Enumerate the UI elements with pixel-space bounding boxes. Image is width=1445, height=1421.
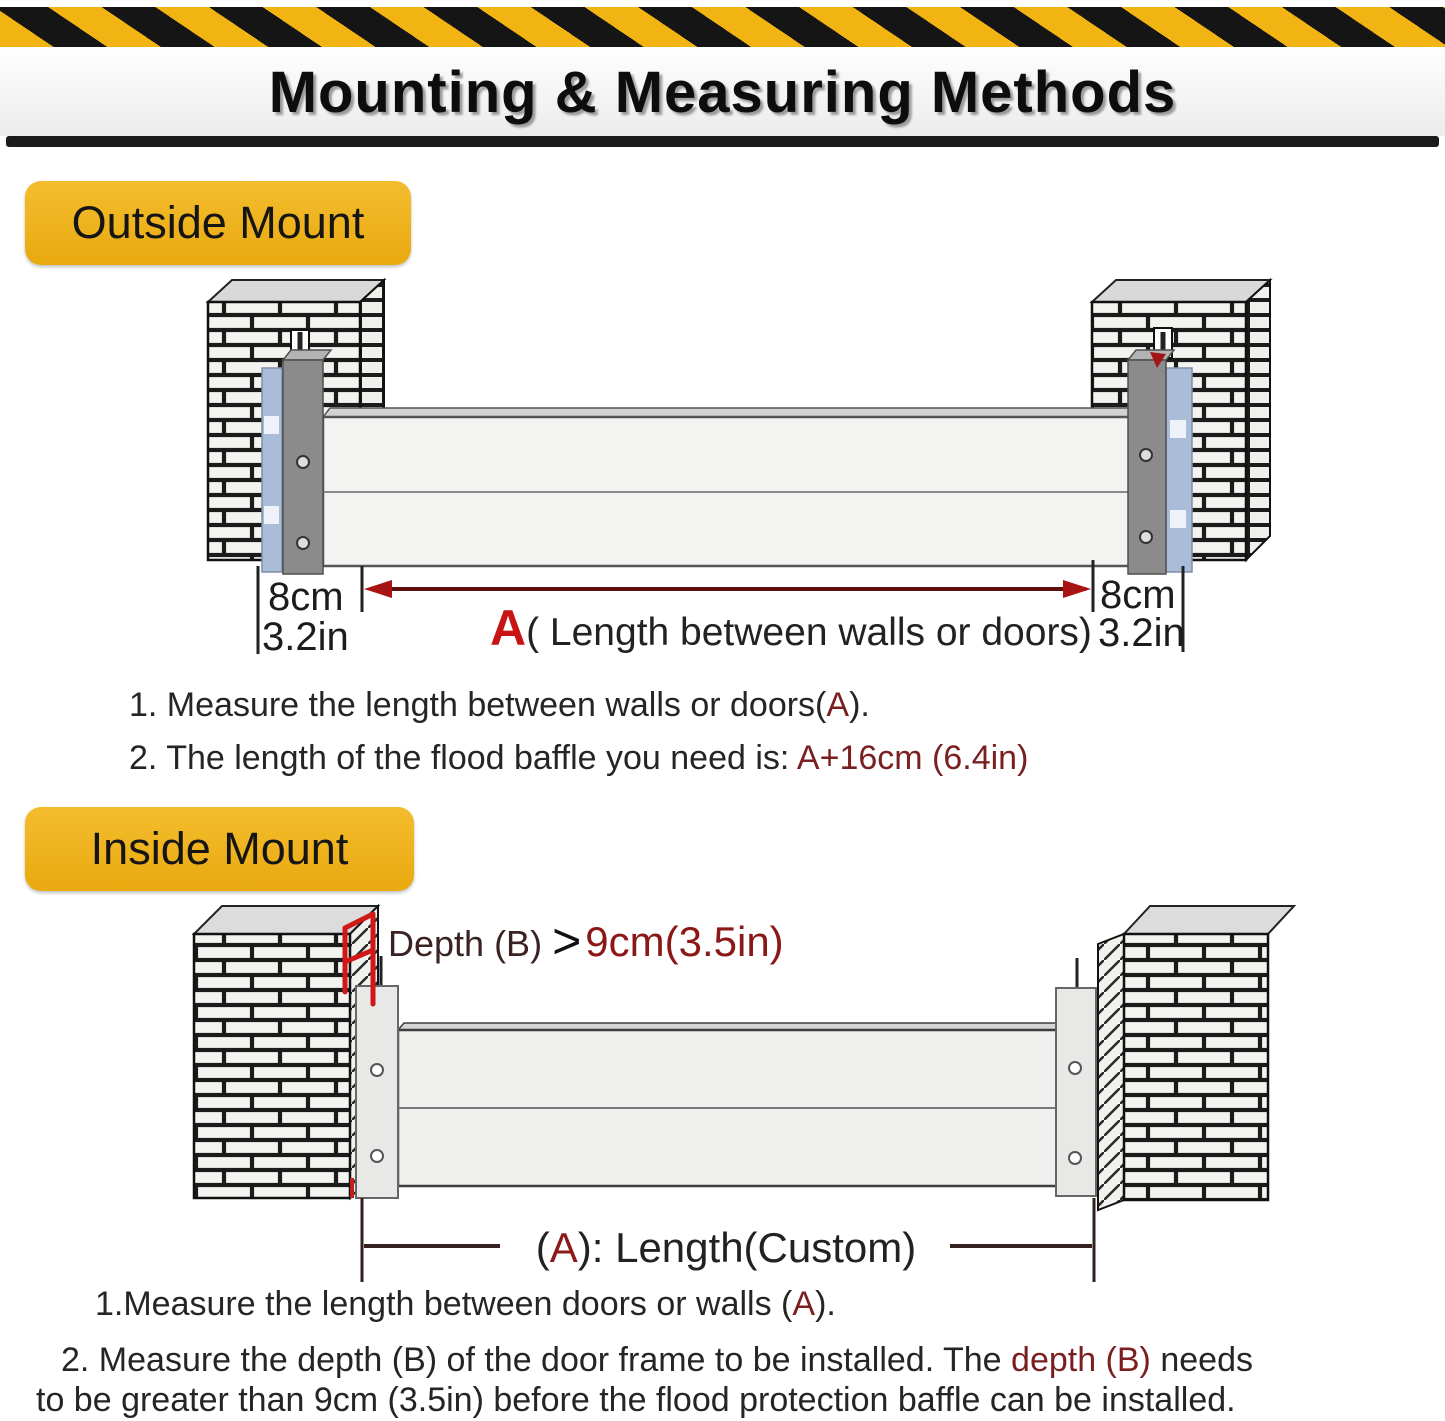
seal-highlight — [1170, 510, 1186, 528]
inside-step-2-line-1 — [61, 1341, 1253, 1380]
step-text: 1.Measure the length between doors or walls ( — [95, 1285, 793, 1323]
inside-mount-badge-label: Inside Mount — [90, 823, 349, 874]
step-text: 2. Measure the depth (B) of the door frame to be installed. The — [61, 1341, 1012, 1379]
screw-hole — [1069, 1062, 1081, 1074]
right-seal-strip — [1166, 368, 1192, 572]
outside-step-1 — [129, 686, 1028, 739]
inside-mount-diagram — [194, 906, 1294, 1282]
left-offset-cm-label: 8cm — [268, 575, 344, 619]
step-text: ). — [849, 686, 870, 724]
right-offset-cm-label: 8cm — [1100, 573, 1176, 617]
arrowhead-right-icon — [1063, 580, 1091, 598]
seal-highlight — [264, 506, 279, 524]
screw-hole — [1140, 449, 1152, 461]
inside-left-brick-pillar — [194, 906, 378, 1198]
step-highlight: A — [792, 1285, 816, 1323]
screw-hole — [297, 456, 309, 468]
step-highlight: A+16cm (6.4in) — [796, 739, 1029, 777]
inside-step-2-line-2 — [36, 1381, 1236, 1420]
step-text: needs — [1150, 1341, 1253, 1379]
screw-hole — [1140, 531, 1152, 543]
depth-value-text: 9cm(3.5in) — [585, 918, 784, 965]
outside-step-2 — [129, 739, 1028, 792]
step-text: 1. Measure the length between walls or doors( — [129, 686, 827, 724]
page-title: Mounting & Measuring Methods — [268, 60, 1177, 125]
depth-requirement-label — [388, 913, 784, 969]
screw-hole — [371, 1064, 383, 1076]
outside-mount-instructions — [129, 686, 1028, 792]
length-label-a: A — [549, 1224, 578, 1271]
inside-right-brick-pillar — [1098, 906, 1294, 1210]
arrowhead-left-icon — [364, 580, 392, 598]
span-length-label — [490, 600, 1092, 656]
custom-length-label — [536, 1224, 916, 1271]
left-seal-strip — [262, 368, 282, 572]
inside-dimension-annotations — [362, 1198, 1094, 1282]
screw-hole — [1069, 1152, 1081, 1164]
inside-step-1 — [95, 1285, 836, 1324]
right-offset-in-label: 3.2in — [1098, 611, 1185, 655]
span-length-rest: ( Length between walls or doors) — [526, 611, 1092, 654]
step-text: ). — [815, 1285, 836, 1323]
left-offset-in-label: 3.2in — [262, 615, 349, 659]
inside-flood-barrier-panel — [398, 1023, 1064, 1186]
screw-hole — [371, 1150, 383, 1162]
seal-highlight — [264, 416, 279, 434]
span-length-a: A — [490, 600, 527, 656]
step-text: 2. The length of the flood baffle you need is: — [129, 739, 797, 777]
inside-right-mounting-bracket — [1056, 958, 1096, 1196]
seal-highlight — [1170, 420, 1186, 438]
outside-flood-barrier-panel — [323, 408, 1137, 566]
outside-mount-diagram — [208, 280, 1270, 659]
length-label-open: ( — [535, 1224, 550, 1271]
step-highlight: A — [826, 686, 850, 724]
step-text: to be greater than 9cm (3.5in) before the flood protection baffle can be installed. — [36, 1381, 1236, 1419]
screw-hole — [297, 537, 309, 549]
greater-than-sign: > — [552, 913, 582, 969]
length-label-rest: ): Length(Custom) — [577, 1224, 917, 1271]
depth-label-text: Depth (B) — [388, 923, 543, 964]
step-highlight: depth (B) — [1011, 1341, 1151, 1379]
outside-dimension-annotations — [258, 560, 1185, 659]
outside-mount-badge-label: Outside Mount — [71, 197, 365, 248]
